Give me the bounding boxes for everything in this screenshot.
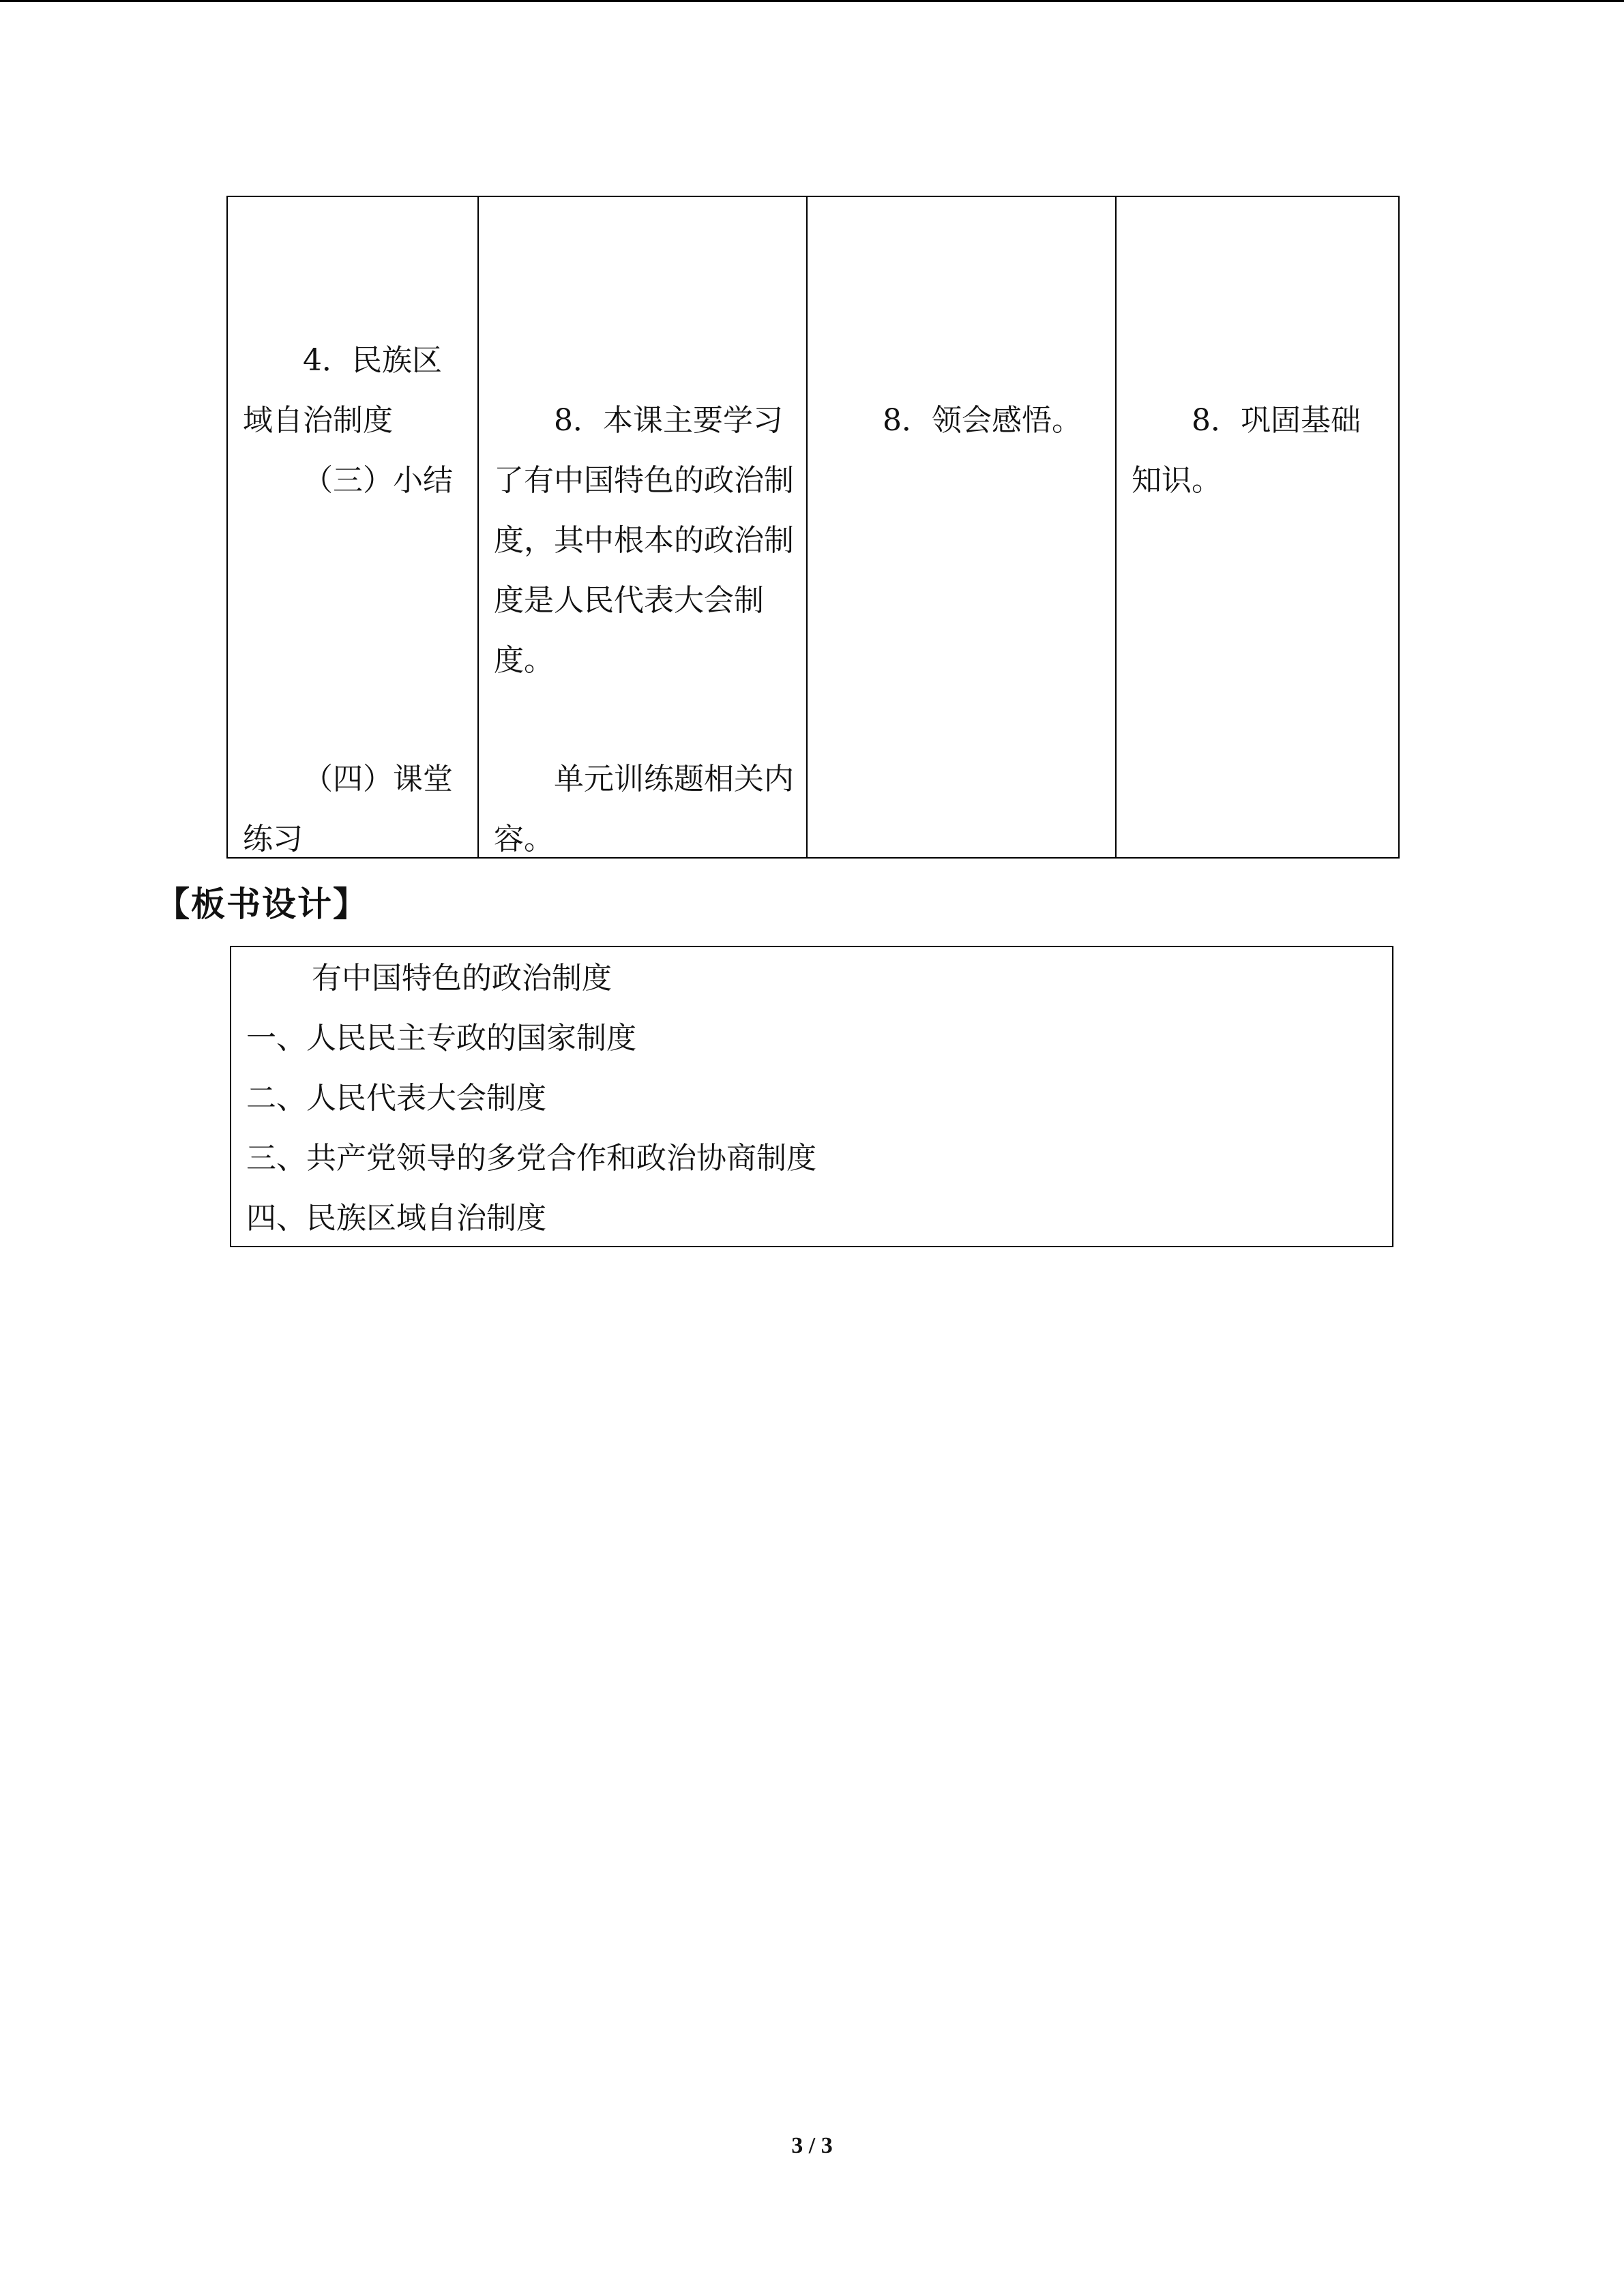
exercise-label: （四）课堂练习 <box>243 762 453 856</box>
board-design-title: 【板书设计】 <box>156 884 368 924</box>
board-item: 二、人民代表大会制度 <box>246 1081 546 1116</box>
board-item: 四、民族区域自治制度 <box>246 1201 546 1236</box>
exercise-text: 单元训练题相关内容。 <box>494 762 794 856</box>
board-design-box <box>230 946 1393 1247</box>
table-cell-content <box>227 196 478 858</box>
table-cell-teacher <box>478 196 807 858</box>
board-heading: 有中国特色的政治制度 <box>312 961 612 996</box>
table-row <box>227 196 1399 858</box>
lesson-table <box>226 196 1400 859</box>
page-top-border <box>0 0 1624 2</box>
item-4-text: 4．民族区域自治制度 <box>243 343 442 438</box>
page-number: 3 / 3 <box>791 2133 833 2158</box>
summary-label: （三）小结 <box>303 463 453 498</box>
board-item: 一、人民民主专政的国家制度 <box>246 1021 636 1056</box>
table-cell-intent <box>1116 196 1399 858</box>
student-activity-text: 8．领会感悟。 <box>883 403 1082 438</box>
table-cell-student <box>807 196 1116 858</box>
board-item: 三、共产党领导的多党合作和政治协商制度 <box>246 1141 816 1176</box>
summary-text: 8．本课主要学习了有中国特色的政治制度，其中根本的政治制度是人民代表大会制度。 <box>494 403 794 678</box>
design-intent-text: 8．巩固基础知识。 <box>1132 403 1361 498</box>
